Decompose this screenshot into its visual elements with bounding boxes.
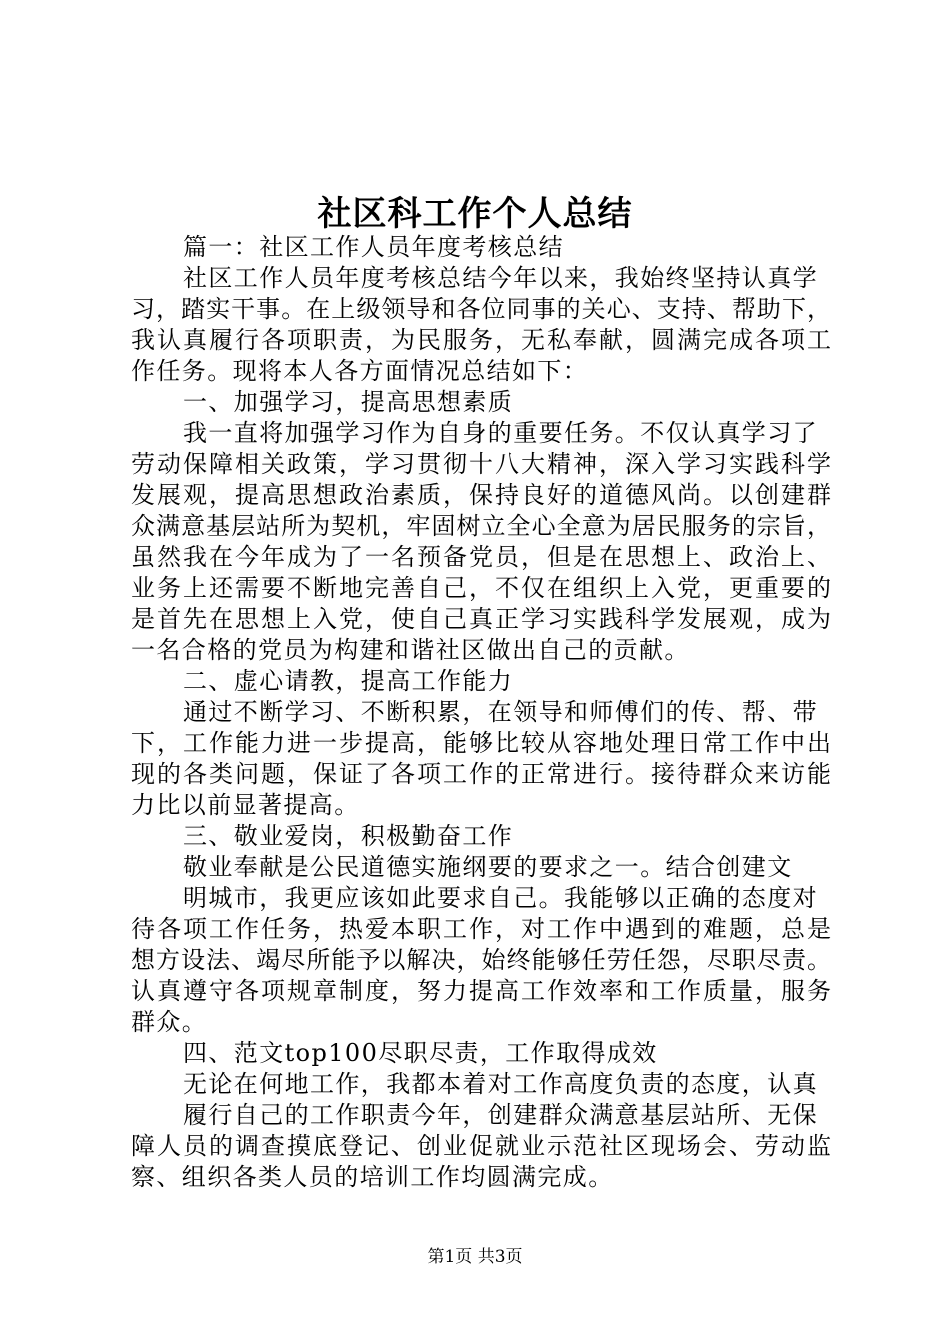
text-line: 现的各类问题，保证了各项工作的正常进行。接待群众来访能	[131, 760, 831, 788]
text-line: 想方设法、竭尽所能予以解决，始终能够任劳任怨，尽职尽责。	[131, 946, 831, 974]
section-heading: 三、敬业爱岗，积极勤奋工作	[183, 822, 514, 850]
text-line: 一名合格的党员为构建和谐社区做出自己的贡献。	[131, 636, 690, 664]
section-heading: 四、范文top100尽职尽责，工作取得成效	[183, 1039, 658, 1067]
text-line: 下，工作能力进一步提高，能够比较从容地处理日常工作中出	[131, 729, 831, 757]
text-line: 敬业奉献是公民道德实施纲要的要求之一。结合创建文	[183, 853, 793, 881]
text-line: 察、组织各类人员的培训工作均圆满完成。	[131, 1163, 614, 1191]
text-line: 习，踏实干事。在上级领导和各位同事的关心、支持、帮助下，	[131, 295, 831, 323]
text-line: 认真遵守各项规章制度，努力提高工作效率和工作质量，服务	[131, 977, 831, 1005]
text-line: 力比以前显著提高。	[131, 791, 360, 819]
text-line: 劳动保障相关政策，学习贯彻十八大精神，深入学习实践科学	[131, 450, 831, 478]
section-heading: 二、虚心请教，提高工作能力	[183, 667, 514, 695]
text-line: 虽然我在今年成为了一名预备党员，但是在思想上、政治上、	[131, 543, 831, 571]
text-line: 群众。	[131, 1008, 208, 1036]
text-line: 是首先在思想上入党，使自己真正学习实践科学发展观，成为	[131, 605, 831, 633]
text-line: 待各项工作任务，热爱本职工作，对工作中遇到的难题，总是	[131, 915, 831, 943]
text-line: 作任务。现将本人各方面情况总结如下：	[131, 357, 589, 385]
text-line: 业务上还需要不断地完善自己，不仅在组织上入党，更重要的	[131, 574, 831, 602]
text-line: 通过不断学习、不断积累，在领导和师傅们的传、帮、带	[183, 698, 818, 726]
text-line: 明城市，我更应该如此要求自己。我能够以正确的态度对	[183, 884, 818, 912]
text-line: 众满意基层站所为契机，牢固树立全心全意为居民服务的宗旨，	[131, 512, 831, 540]
text-line: 无论在何地工作，我都本着对工作高度负责的态度，认真	[183, 1070, 818, 1098]
text-line: 我一直将加强学习作为自身的重要任务。不仅认真学习了	[183, 419, 818, 447]
document-body	[131, 232, 831, 1193]
document-title: 社区科工作个人总结	[317, 194, 633, 234]
text-line: 发展观，提高思想政治素质，保持良好的道德风尚。以创建群	[131, 481, 831, 509]
text-line: 障人员的调查摸底登记、创业促就业示范社区现场会、劳动监	[131, 1132, 831, 1160]
text-line: 履行自己的工作职责今年，创建群众满意基层站所、无保	[183, 1101, 818, 1129]
page-number-footer: 第1页 共3页	[427, 1247, 523, 1267]
text-line: 社区工作人员年度考核总结今年以来，我始终坚持认真学	[183, 264, 818, 292]
section-heading: 一、加强学习，提高思想素质	[183, 388, 514, 416]
section-heading: 篇一：社区工作人员年度考核总结	[183, 233, 564, 261]
text-line: 我认真履行各项职责，为民服务，无私奉献，圆满完成各项工	[131, 326, 831, 354]
